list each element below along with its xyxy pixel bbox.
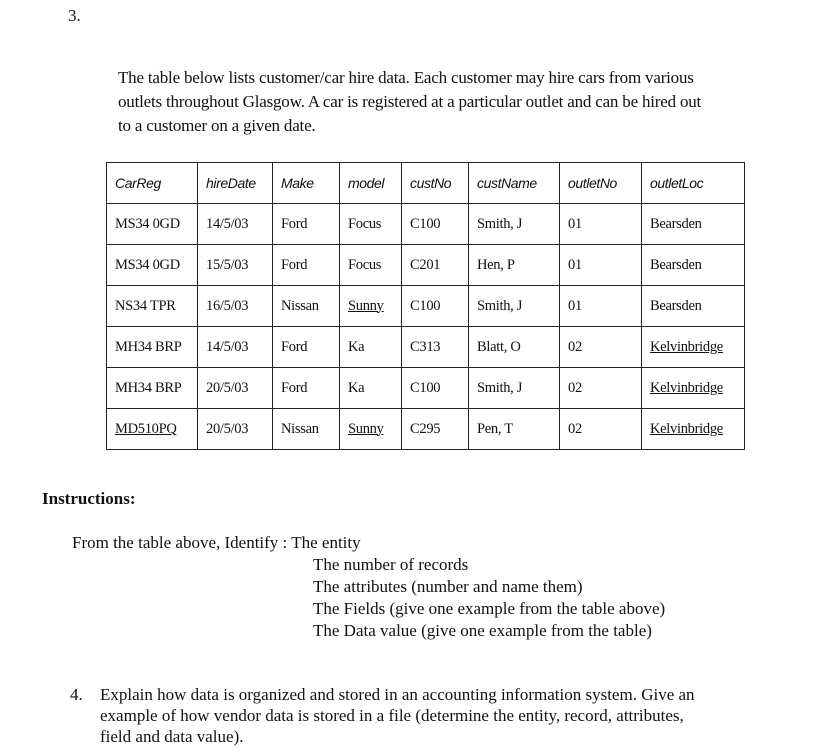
cell-carreg: MS34 0GD	[107, 204, 198, 245]
column-header-custname: custName	[469, 163, 560, 204]
cell-hiredate: 14/5/03	[198, 204, 273, 245]
table-header-row	[107, 163, 745, 204]
cell-model-text: Sunny	[348, 297, 384, 314]
cell-model	[340, 286, 402, 327]
question-4-text	[100, 684, 790, 747]
cell-outletno: 02	[560, 409, 642, 450]
cell-carreg: NS34 TPR	[107, 286, 198, 327]
question-4-line: Explain how data is organized and stored in an accounting information system. Give an	[100, 685, 695, 704]
cell-model: Ka	[340, 368, 402, 409]
table-row	[107, 245, 745, 286]
intro-line: The table below lists customer/car hire data. Each customer may hire cars from various	[118, 68, 694, 87]
cell-custname: Blatt, O	[469, 327, 560, 368]
table-row	[107, 286, 745, 327]
table-row	[107, 204, 745, 245]
column-header-custno: custNo	[402, 163, 469, 204]
cell-outletloc-text: Kelvinbridge	[650, 420, 723, 437]
intro-line: outlets throughout Glasgow. A car is registered at a particular outlet and can be hired out	[118, 92, 702, 111]
cell-make: Ford	[273, 368, 340, 409]
cell-outletloc: Bearsden	[642, 245, 745, 286]
cell-carreg	[107, 409, 198, 450]
question-4-number: 4.	[70, 685, 83, 704]
column-header-carreg: CarReg	[107, 163, 198, 204]
cell-make: Ford	[273, 245, 340, 286]
identify-item: The number of records	[313, 555, 469, 574]
identify-item: The Fields (give one example from the table above)	[313, 599, 666, 618]
cell-custname: Smith, J	[469, 368, 560, 409]
cell-outletno: 01	[560, 245, 642, 286]
cell-outletloc: Bearsden	[642, 286, 745, 327]
question-4-line: example of how vendor data is stored in a file (determine the entity, record, attributes,	[100, 706, 684, 725]
cell-outletloc	[642, 409, 745, 450]
cell-carreg: MH34 BRP	[107, 327, 198, 368]
cell-custname: Smith, J	[469, 286, 560, 327]
cell-custno: C100	[402, 286, 469, 327]
cell-carreg: MH34 BRP	[107, 368, 198, 409]
cell-outletloc: Bearsden	[642, 204, 745, 245]
cell-custno: C313	[402, 327, 469, 368]
question-3-number: 3.	[68, 6, 81, 25]
question-3-intro	[118, 66, 758, 138]
cell-outletloc-text: Kelvinbridge	[650, 379, 723, 396]
cell-carreg: MS34 0GD	[107, 245, 198, 286]
cell-model	[340, 409, 402, 450]
column-header-outletno: outletNo	[560, 163, 642, 204]
cell-custno: C100	[402, 204, 469, 245]
cell-carreg-text: MD510PQ	[115, 420, 177, 437]
cell-outletloc	[642, 327, 745, 368]
cell-outletno: 02	[560, 327, 642, 368]
cell-model: Ka	[340, 327, 402, 368]
cell-make: Ford	[273, 327, 340, 368]
cell-outletloc	[642, 368, 745, 409]
cell-custno: C295	[402, 409, 469, 450]
identify-item: The attributes (number and name them)	[313, 577, 583, 596]
column-header-hiredate: hireDate	[198, 163, 273, 204]
question-4-line: field and data value).	[100, 727, 244, 746]
cell-custname: Pen, T	[469, 409, 560, 450]
cell-model: Focus	[340, 204, 402, 245]
cell-make: Nissan	[273, 409, 340, 450]
identify-item: The Data value (give one example from the table)	[313, 621, 652, 640]
question-4	[70, 684, 790, 747]
column-header-outletloc: outletLoc	[642, 163, 745, 204]
cell-hiredate: 20/5/03	[198, 368, 273, 409]
cell-model-text: Sunny	[348, 420, 384, 437]
intro-line: to a customer on a given date.	[118, 116, 316, 135]
car-hire-table	[106, 162, 745, 450]
cell-model: Focus	[340, 245, 402, 286]
column-header-model: model	[340, 163, 402, 204]
identify-lead: From the table above, Identify : The entity	[72, 533, 361, 552]
cell-custno: C100	[402, 368, 469, 409]
identify-list	[313, 554, 665, 642]
cell-outletloc-text: Kelvinbridge	[650, 338, 723, 355]
cell-custno: C201	[402, 245, 469, 286]
cell-make: Ford	[273, 204, 340, 245]
cell-custname: Smith, J	[469, 204, 560, 245]
instructions-heading: Instructions:	[42, 489, 136, 508]
table-row	[107, 409, 745, 450]
cell-outletno: 01	[560, 286, 642, 327]
cell-outletno: 01	[560, 204, 642, 245]
cell-hiredate: 20/5/03	[198, 409, 273, 450]
cell-outletno: 02	[560, 368, 642, 409]
cell-hiredate: 14/5/03	[198, 327, 273, 368]
cell-make: Nissan	[273, 286, 340, 327]
cell-hiredate: 15/5/03	[198, 245, 273, 286]
cell-hiredate: 16/5/03	[198, 286, 273, 327]
column-header-make: Make	[273, 163, 340, 204]
cell-custname: Hen, P	[469, 245, 560, 286]
table-row	[107, 368, 745, 409]
table-row	[107, 327, 745, 368]
